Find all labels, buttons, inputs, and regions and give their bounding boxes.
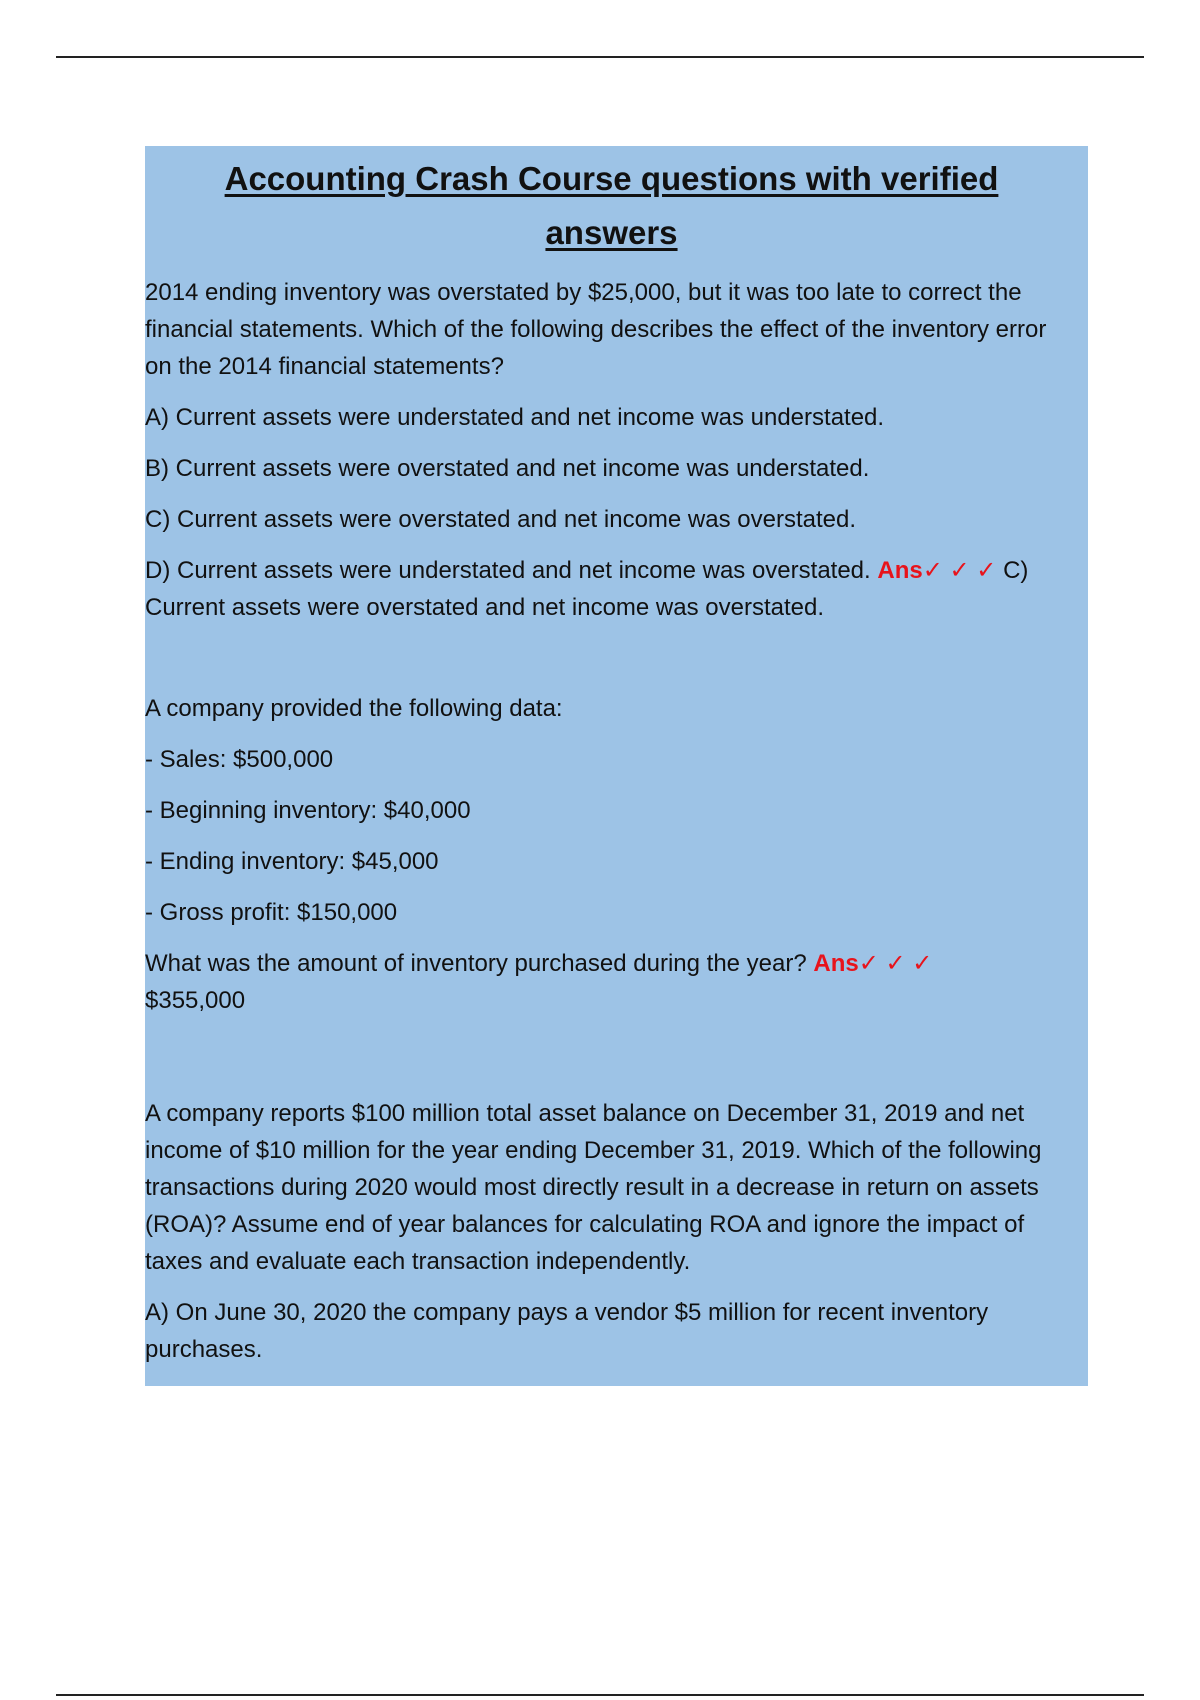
question-3-option-a: A) On June 30, 2020 the company pays a vendor $5 million for recent inventory purchases. bbox=[145, 1299, 989, 1363]
question-2-prompt-with-answer bbox=[145, 945, 1078, 1019]
document-title: Accounting Crash Course questions with verified answers bbox=[224, 160, 999, 251]
question-2-intro: A company provided the following data: bbox=[145, 695, 563, 722]
check-marks-icon: ✓ ✓ ✓ bbox=[858, 950, 933, 977]
spacer bbox=[145, 1033, 1078, 1095]
question-1-option-d-with-answer bbox=[145, 552, 1078, 626]
question-2-prompt: What was the amount of inventory purchased during the year? bbox=[145, 950, 807, 977]
question-2-data-gross-profit: - Gross profit: $150,000 bbox=[145, 899, 398, 926]
answer-label: Ans bbox=[813, 950, 859, 977]
header-rule bbox=[56, 56, 1144, 58]
question-1-option-b: B) Current assets were overstated and net income was understated. bbox=[145, 455, 870, 482]
spacer bbox=[145, 640, 1078, 690]
footer-rule bbox=[56, 1694, 1144, 1696]
content-panel bbox=[145, 146, 1088, 1386]
question-2-data-sales: - Sales: $500,000 bbox=[145, 746, 334, 773]
question-2-data-beginning-inventory: - Beginning inventory: $40,000 bbox=[145, 797, 471, 824]
answer-label: Ans bbox=[877, 557, 923, 584]
question-1-option-d: D) Current assets were understated and net income was overstated. bbox=[145, 557, 871, 584]
question-1-option-c: C) Current assets were overstated and net income was overstated. bbox=[145, 506, 856, 533]
question-2-answer: $355,000 bbox=[145, 987, 246, 1014]
question-3-prompt: A company reports $100 million total asset balance on December 31, 2019 and net income of $10 million for the year ending December 31, 2019. Which of the following transactions during 2020 would most directly result in a decrease in return on assets (ROA)? Assume end of year balances for calculating ROA and ignore the impact of taxes and evaluate each transaction independently. bbox=[145, 1100, 1042, 1275]
question-1-prompt: 2014 ending inventory was overstated by $25,000, but it was too late to correct the financial statements. Which of the following describes the effect of the inventory error on the 2014 financial statements? bbox=[145, 279, 1047, 380]
check-marks-icon: ✓ ✓ ✓ bbox=[922, 557, 997, 584]
question-1-answer: C) Current assets were overstated and net income was overstated. bbox=[145, 557, 1029, 621]
question-2-data-ending-inventory: - Ending inventory: $45,000 bbox=[145, 848, 439, 875]
question-1-option-a: A) Current assets were understated and net income was understated. bbox=[145, 404, 885, 431]
